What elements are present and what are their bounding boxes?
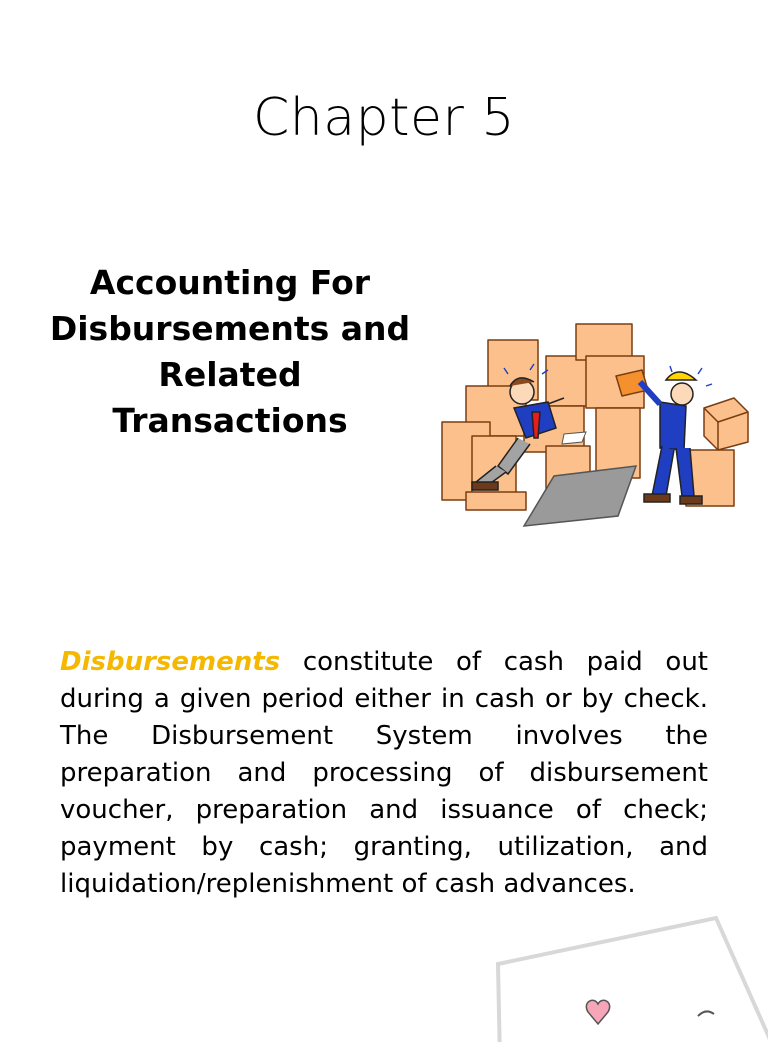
slide-title: Chapter 5 [252,88,515,148]
body-text: constitute of cash paid out during a given period either in cash or by check. The Disbursement System involves the preparation and processing of disbursement voucher, preparation and issuance of check; payment by cash; granting, utilization, and liquidation/replenishment of cash advances. [60,647,708,899]
body-paragraph [60,644,708,903]
subtitle-line: Disbursements and [49,309,411,348]
subtitle-line: Related Transactions [112,355,348,440]
slide-subtitle [40,260,420,444]
heart-doodle-card [490,912,768,1042]
subtitle-line: Accounting For [89,263,371,302]
highlighted-term: Disbursements [60,647,281,677]
workers-with-boxes-clipart [436,316,752,532]
